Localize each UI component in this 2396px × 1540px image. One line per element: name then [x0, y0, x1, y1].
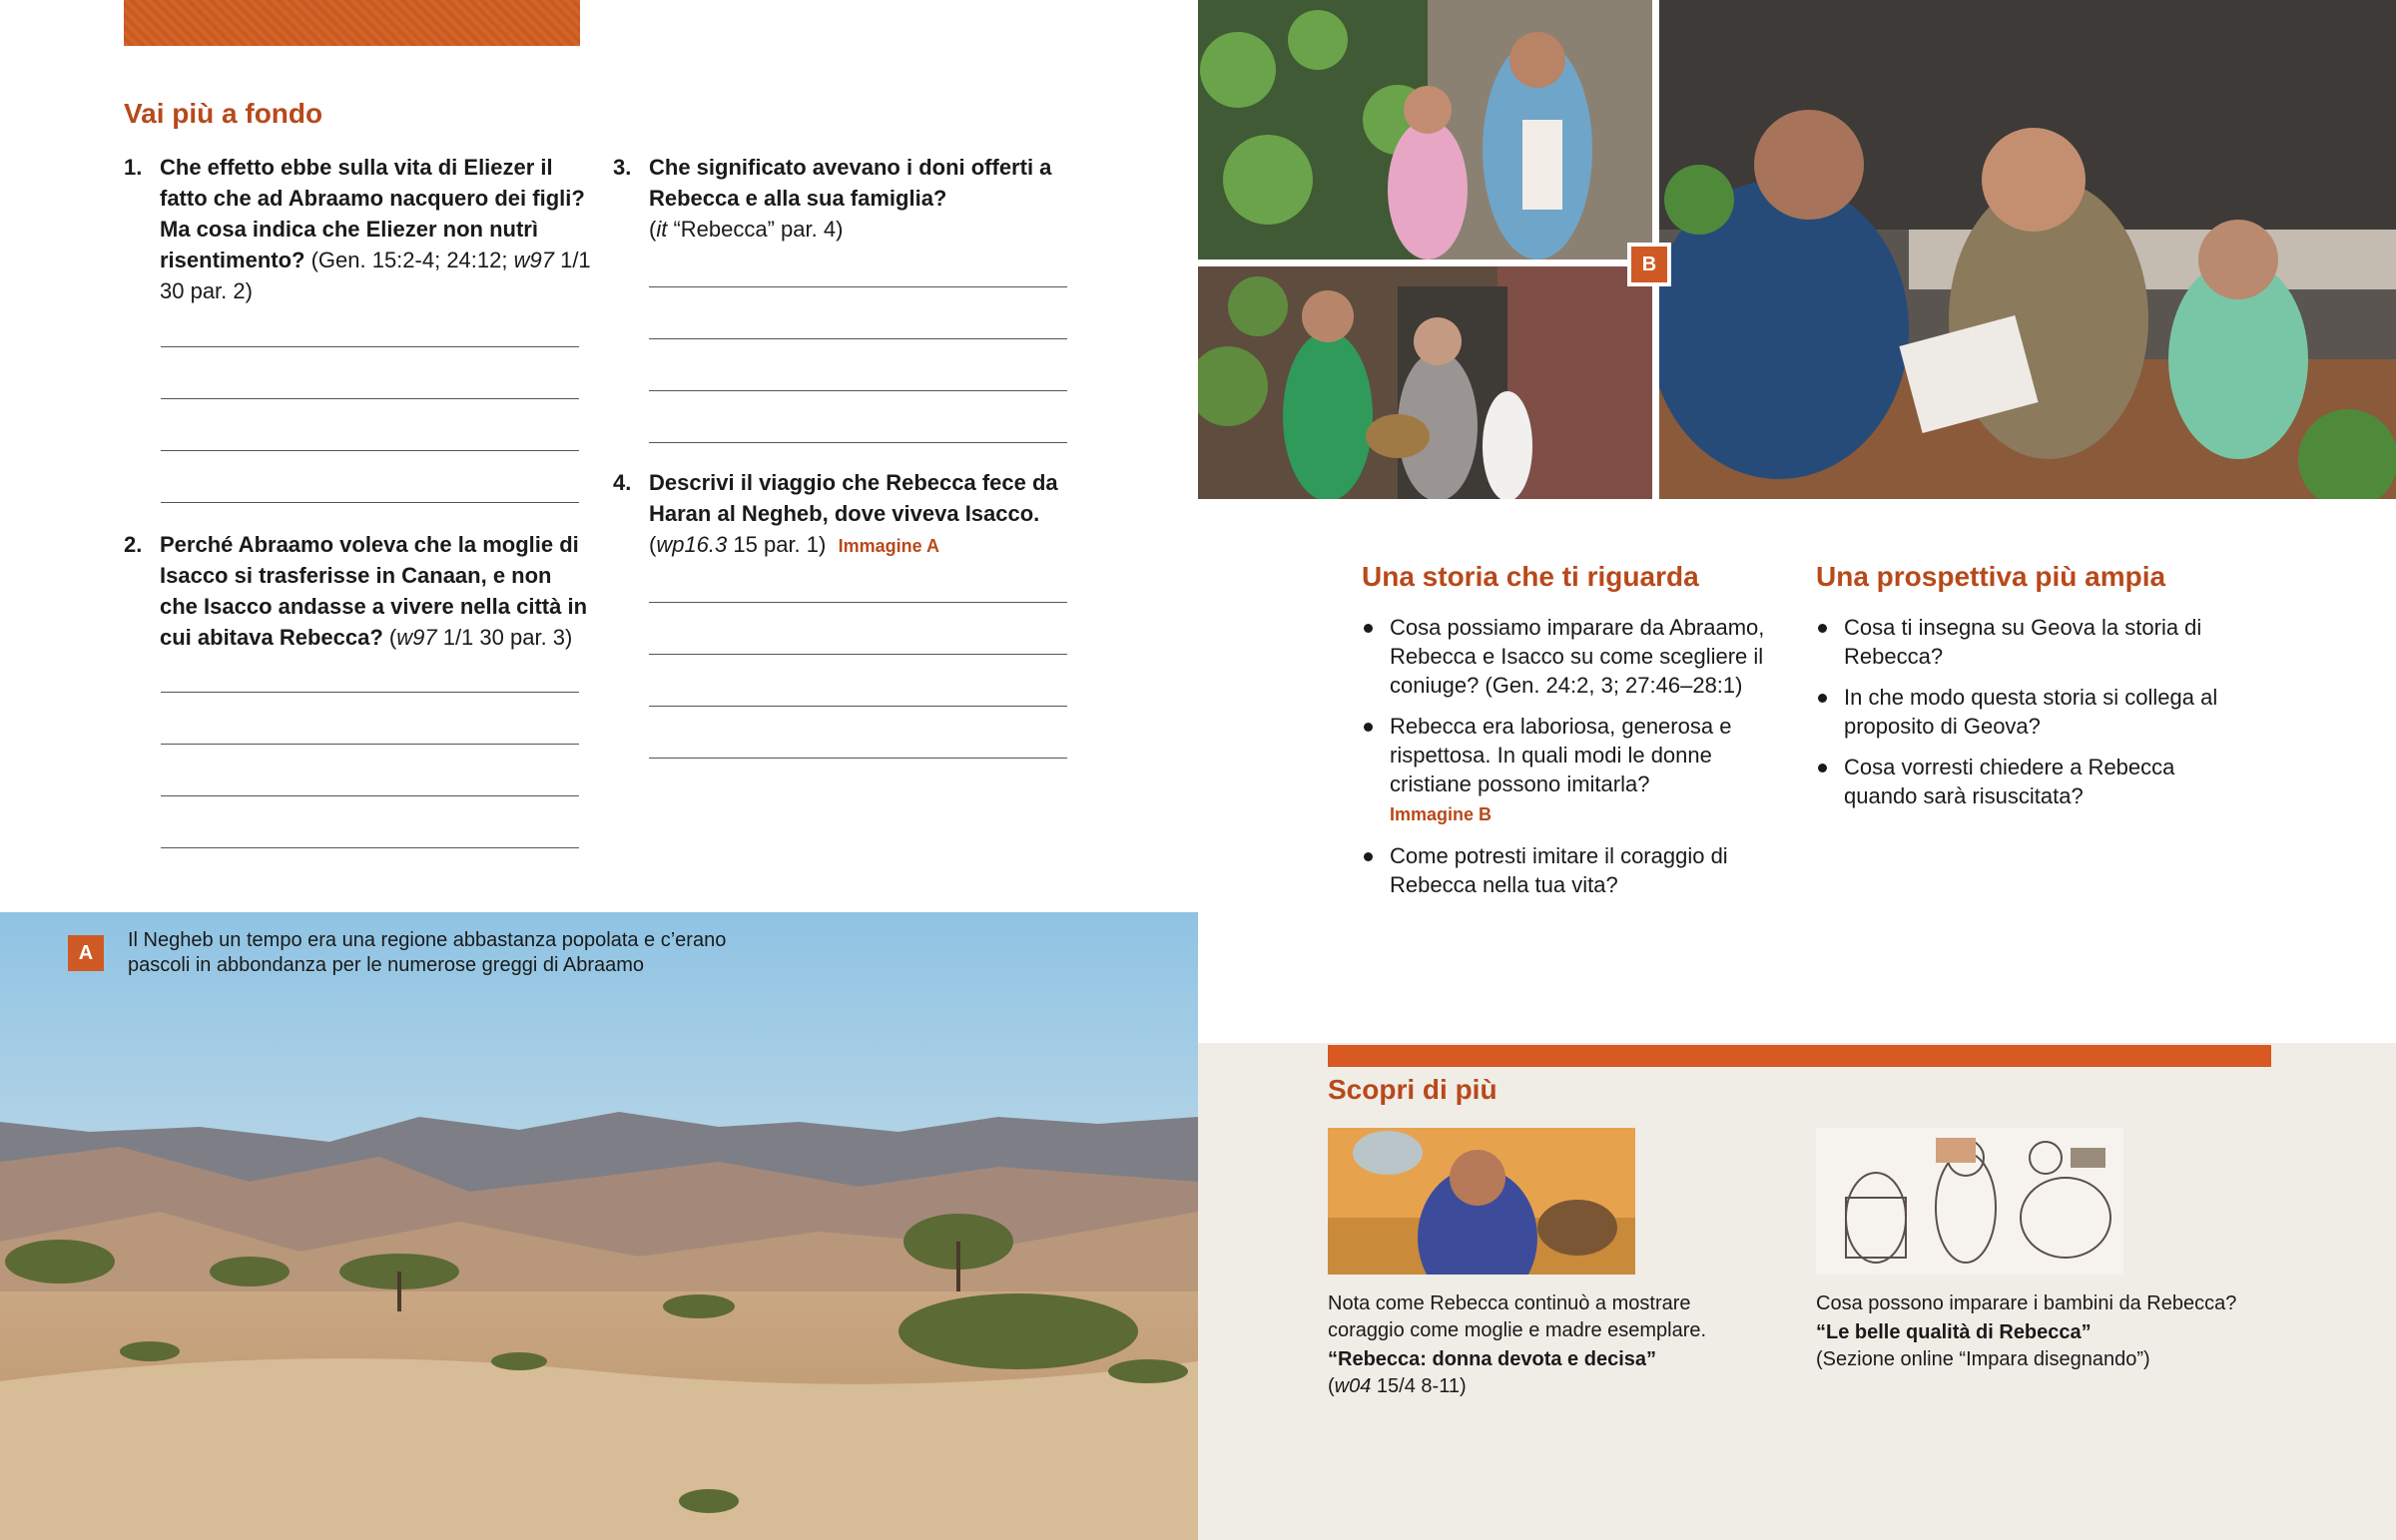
question-2: [124, 529, 593, 653]
list-item: [1816, 683, 2245, 741]
image-a-caption: Il Negheb un tempo era una regione abbastanza popolata e c’erano pascoli in abbondanza per le numerose greggi di Abraamo: [128, 929, 727, 976]
answer-lines-q2[interactable]: [161, 692, 579, 899]
card-description: Nota come Rebecca continuò a mostrare coraggio come moglie e madre esemplare.: [1328, 1292, 1707, 1341]
list-item-text: Cosa possiamo imparare da Abraamo, Rebecca e Isacco su come scegliere il coniuge? (Gen. 24:2, 3; 27:46–28:1): [1390, 615, 1765, 698]
question-4: [613, 467, 1072, 562]
question-number: 1.: [124, 155, 143, 180]
reference-paragraph: 1/1 30 par. 3): [436, 625, 573, 650]
learn-more-heading: Scopri di più: [1328, 1074, 1498, 1105]
rebecca-painting-thumbnail[interactable]: [1328, 1128, 1635, 1275]
learn-more-accent-bar: [1328, 1045, 2271, 1067]
list-item-text: Cosa ti insegna su Geova la storia di Rebecca?: [1844, 615, 2202, 669]
image-b-reference[interactable]: Immagine B: [1390, 804, 1493, 824]
answer-lines-q3[interactable]: [649, 286, 1067, 494]
rebecca-coloring-thumbnail[interactable]: [1816, 1128, 2123, 1275]
card-source: (Sezione online “Impara disegnando”): [1816, 1348, 2150, 1370]
publication-abbrev: it: [656, 217, 668, 242]
mother-daughter-garden-photo: [1198, 0, 1652, 259]
question-text: Che effetto ebbe sulla vita di Eliezer il fatto che ad Abraamo nacquero dei figli? Ma cosa indica che Eliezer non nutrì risentimento?: [160, 155, 585, 272]
reference-open: (: [1328, 1375, 1335, 1397]
list-item: [1362, 613, 1791, 700]
negheb-desert-photo: [0, 912, 1198, 1540]
scripture-reference: (Gen. 15:2-4; 24:12;: [304, 248, 514, 272]
publication-abbrev: w97: [396, 625, 437, 650]
family-study-table-photo: [1659, 0, 2396, 499]
list-item: [1816, 753, 2245, 810]
publication-abbrev: w97: [513, 248, 554, 272]
question-number: 4.: [613, 470, 632, 495]
list-item-text: Cosa vorresti chiedere a Rebecca quando sarà risuscitata?: [1844, 755, 2175, 808]
deep-dive-heading: Vai più a fondo: [124, 98, 323, 129]
question-text: Descrivi il viaggio che Rebecca fece da Haran al Negheb, dove viveva Isacco.: [649, 470, 1058, 526]
publication-abbrev: w04: [1334, 1375, 1372, 1397]
list-item-text: In che modo questa storia si collega al proposito di Geova?: [1844, 685, 2218, 739]
list-item-text: Come potresti imitare il coraggio di Rebecca nella tua vita?: [1390, 843, 1728, 897]
image-a-reference[interactable]: Immagine A: [838, 536, 939, 556]
wider-view-list: [1816, 613, 2245, 822]
reference-paragraph: “Rebecca” par. 4): [667, 217, 844, 242]
question-1: [124, 152, 593, 306]
question-3: [613, 152, 1072, 245]
question-text: Perché Abraamo voleva che la moglie di Isacco si trasferisse in Canaan, e non che Isacco andasse a vivere nella città in cui abitava Rebecca?: [160, 532, 588, 650]
question-number: 2.: [124, 532, 143, 557]
wider-view-heading: Una prospettiva più ampia: [1816, 561, 2166, 592]
story-for-you-heading: Una storia che ti riguarda: [1362, 561, 1699, 592]
list-item: [1816, 613, 2245, 671]
reference-open: (: [649, 532, 657, 557]
publication-abbrev: wp16.3: [656, 532, 728, 557]
image-b-badge: B: [1627, 243, 1671, 286]
list-item: [1362, 712, 1791, 829]
card-title-link[interactable]: “Rebecca: donna devota e decisa”: [1328, 1348, 1657, 1370]
question-number: 3.: [613, 155, 632, 180]
learn-more-card-2: [1816, 1290, 2255, 1373]
gift-basket-doorstep-photo: [1198, 266, 1652, 499]
learn-more-card-1: [1328, 1290, 1767, 1400]
reference-open: (: [382, 625, 397, 650]
list-item: [1362, 841, 1791, 899]
reference-paragraph: 15 par. 1): [727, 532, 827, 557]
answer-lines-q4[interactable]: [649, 602, 1067, 809]
answer-lines-q1[interactable]: [161, 346, 579, 554]
image-a-badge: A: [68, 935, 104, 971]
reference-paragraph: 15/4 8-11): [1371, 1375, 1467, 1397]
list-item-text: Rebecca era laboriosa, generosa e rispettosa. In quali modi le donne cristiane possono imitarla?: [1390, 714, 1732, 796]
card-description: Cosa possono imparare i bambini da Rebecca?: [1816, 1292, 2237, 1314]
question-text: Che significato avevano i doni offerti a Rebecca e alla sua famiglia?: [649, 155, 1052, 211]
reference-open: (: [649, 217, 657, 242]
card-title-link[interactable]: “Le belle qualità di Rebecca”: [1816, 1321, 2092, 1343]
header-decoration-bar: [124, 0, 580, 46]
story-for-you-list: [1362, 613, 1791, 911]
reference-paragraph: 1/1 30 par. 2): [160, 248, 591, 303]
